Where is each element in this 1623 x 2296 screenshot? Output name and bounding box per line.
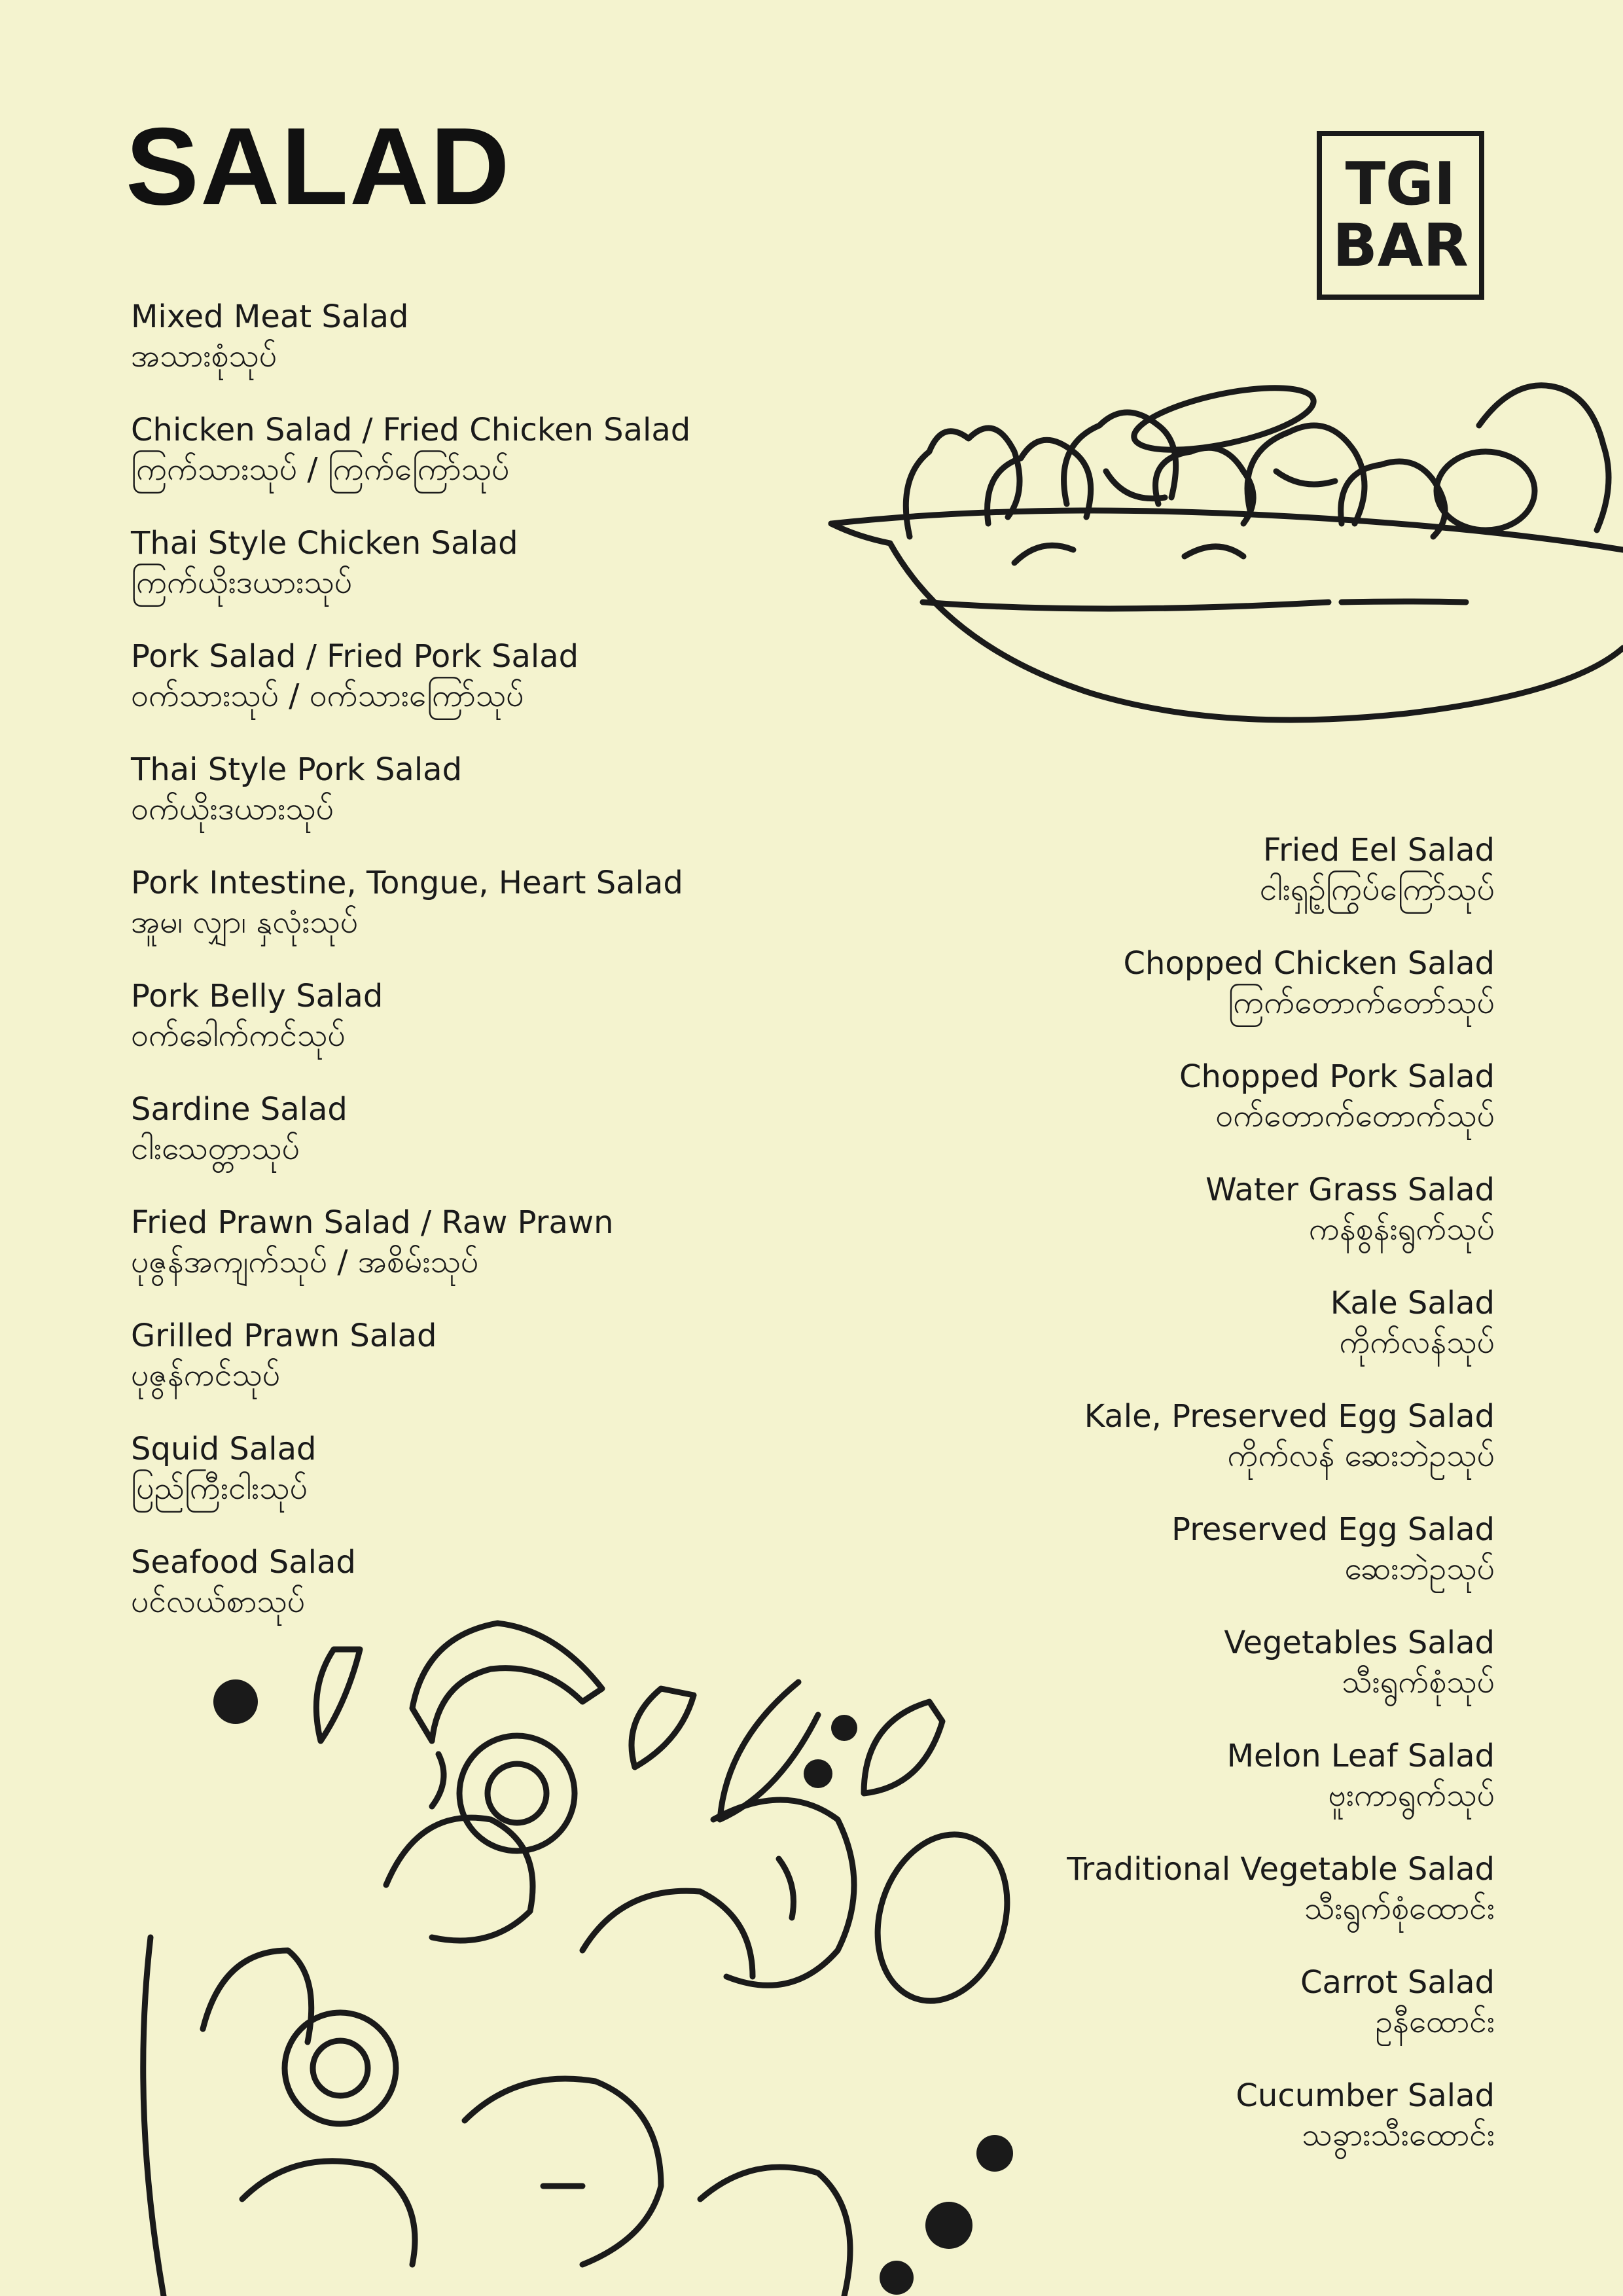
menu-item xyxy=(131,1204,851,1317)
menu-item-name: Melon Leaf Salad xyxy=(1226,1738,1495,1774)
menu-item-name-burmese: ဆေးဘဲဥသုပ် xyxy=(1344,1551,1495,1587)
menu-item-name: Thai Style Pork Salad xyxy=(131,751,463,788)
menu-item xyxy=(775,944,1495,1058)
menu-item-name-burmese: ကြက်ယိုးဒယားသုပ် xyxy=(131,564,353,601)
menu-item xyxy=(775,1058,1495,1171)
menu-item-name-burmese: ငါးသေတ္တာသုပ် xyxy=(131,1130,300,1167)
menu-item-name-burmese: ပင်လယ်စာသုပ် xyxy=(131,1583,306,1620)
menu-item-name-burmese: သခွားသီးထောင်း xyxy=(1302,2117,1495,2153)
menu-item-name: Pork Intestine, Tongue, Heart Salad xyxy=(131,865,683,901)
menu-item-name: Thai Style Chicken Salad xyxy=(131,525,518,562)
menu-item-name-burmese: ကိုက်လန် ဆေးဘဲဥသုပ် xyxy=(1227,1437,1495,1474)
menu-item-name-burmese: ဗူးကာရွက်သုပ် xyxy=(1328,1777,1495,1814)
menu-item-name: Pork Salad / Fried Pork Salad xyxy=(131,638,579,675)
menu-item-name-burmese: ဝက်သားသုပ် / ဝက်သားကြော်သုပ် xyxy=(131,677,524,714)
menu-item-name: Vegetables Salad xyxy=(1224,1624,1495,1661)
menu-item-name-burmese: ငါးရှဉ့်ကြွပ်ကြော်သုပ် xyxy=(1259,871,1495,908)
menu-item xyxy=(775,1397,1495,1511)
menu-item-name-burmese: သီးရွက်စုံထောင်း xyxy=(1304,1890,1495,1927)
menu-item-name: Carrot Salad xyxy=(1300,1964,1495,2001)
menu-item-name: Water Grass Salad xyxy=(1205,1172,1495,1208)
menu-item xyxy=(131,411,851,524)
menu-item-name: Cucumber Salad xyxy=(1236,2077,1495,2114)
menu-item-name-burmese: သီးရွက်စုံသုပ် xyxy=(1342,1664,1495,1700)
salad-bowl-illustration xyxy=(818,340,1623,759)
menu-item-name-burmese: အသားစုံသုပ် xyxy=(131,338,277,374)
menu-item-name: Traditional Vegetable Salad xyxy=(1067,1851,1495,1888)
menu-item-name-burmese: ကြက်တောက်တော်သုပ် xyxy=(1228,984,1495,1021)
menu-item-name-burmese: ဝက်ယိုးဒယားသုပ် xyxy=(131,791,334,827)
menu-item xyxy=(131,1090,851,1204)
menu-item-name: Kale, Preserved Egg Salad xyxy=(1084,1398,1495,1435)
page-title: SALAD xyxy=(126,105,511,228)
menu-item-name-burmese: ပုဇွန်ကင်သုပ် xyxy=(131,1357,281,1393)
logo-line-2: BAR xyxy=(1332,211,1469,280)
menu-item-name: Chicken Salad / Fried Chicken Salad xyxy=(131,412,691,448)
menu-item-name: Sardine Salad xyxy=(131,1091,348,1128)
menu-item-name-burmese: ကန်စွန်းရွက်သုပ် xyxy=(1308,1211,1495,1247)
menu-item xyxy=(775,1284,1495,1397)
logo-line-1: TGI xyxy=(1345,150,1456,219)
menu-item-name: Grilled Prawn Salad xyxy=(131,1318,437,1354)
menu-item xyxy=(775,1511,1495,1624)
menu-item xyxy=(775,1850,1495,1964)
menu-item xyxy=(131,1543,851,1657)
menu-item-name: Pork Belly Salad xyxy=(131,978,383,1014)
menu-item xyxy=(131,1430,851,1543)
left-menu-column xyxy=(131,298,851,1657)
menu-item-name-burmese: ကိုက်လန်သုပ် xyxy=(1339,1324,1495,1361)
brand-logo xyxy=(1317,131,1484,300)
menu-item xyxy=(131,977,851,1090)
menu-item-name: Seafood Salad xyxy=(131,1544,356,1581)
menu-item xyxy=(775,831,1495,944)
menu-item xyxy=(131,751,851,864)
menu-item-name: Fried Prawn Salad / Raw Prawn xyxy=(131,1204,614,1241)
menu-item-name-burmese: ပြည်ကြီးငါးသုပ် xyxy=(131,1470,308,1507)
right-menu-column xyxy=(775,831,1495,2190)
menu-item xyxy=(775,1171,1495,1284)
menu-item-name: Mixed Meat Salad xyxy=(131,298,409,335)
menu-item-name-burmese: ကြက်သားသုပ် / ကြက်ကြော်သုပ် xyxy=(131,451,510,488)
menu-item xyxy=(131,298,851,411)
menu-item-name-burmese: ဝက်တောက်တောက်သုပ် xyxy=(1215,1098,1495,1134)
menu-item xyxy=(131,637,851,751)
menu-item-name: Fried Eel Salad xyxy=(1263,832,1495,869)
menu-item xyxy=(131,1317,851,1430)
menu-item xyxy=(775,1737,1495,1850)
menu-item-name: Chopped Pork Salad xyxy=(1179,1058,1495,1095)
menu-item xyxy=(131,864,851,977)
menu-item-name: Kale Salad xyxy=(1330,1285,1495,1321)
menu-item-name: Chopped Chicken Salad xyxy=(1123,945,1495,982)
menu-item-name: Preserved Egg Salad xyxy=(1171,1511,1495,1548)
menu-item-name-burmese: အူမ၊ လျှာ၊ နှလုံးသုပ် xyxy=(131,904,359,941)
menu-item xyxy=(775,2077,1495,2190)
menu-item-name: Squid Salad xyxy=(131,1431,317,1467)
menu-item xyxy=(131,524,851,637)
menu-item-name-burmese: ပုဇွန်အကျက်သုပ် / အစိမ်းသုပ် xyxy=(131,1244,479,1280)
menu-item xyxy=(775,1964,1495,2077)
menu-item-name-burmese: ဝက်ခေါက်ကင်သုပ် xyxy=(131,1017,346,1054)
menu-item xyxy=(775,1624,1495,1737)
menu-item-name-burmese: ဥနီထောင်း xyxy=(1375,2003,1495,2040)
